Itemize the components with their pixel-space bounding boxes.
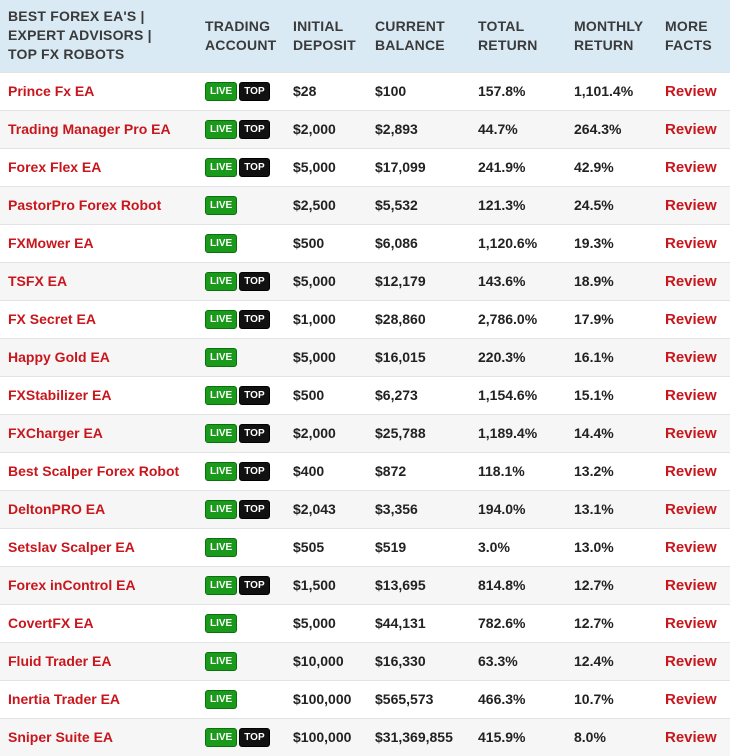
table-row <box>0 528 730 566</box>
trading-account-cell <box>197 148 285 186</box>
trading-account-cell <box>197 490 285 528</box>
initial-deposit-cell: $28 <box>293 83 317 99</box>
ea-name-link[interactable]: FXCharger EA <box>8 425 103 441</box>
live-badge: LIVE <box>205 196 237 215</box>
more-facts-cell <box>657 110 730 148</box>
ea-name-link[interactable]: Setslav Scalper EA <box>8 539 135 555</box>
initial-deposit-cell: $10,000 <box>293 653 344 669</box>
more-facts-cell <box>657 300 730 338</box>
current-balance-cell: $5,532 <box>375 197 418 213</box>
live-badge: LIVE <box>205 234 237 253</box>
table-body <box>0 72 730 756</box>
current-balance-cell: $872 <box>375 463 407 479</box>
review-link[interactable]: Review <box>665 538 717 556</box>
current-balance-cell: $16,330 <box>375 653 426 669</box>
review-link[interactable]: Review <box>665 424 717 442</box>
header-total-return: TOTAL RETURN <box>478 17 538 53</box>
monthly-return-cell: 14.4% <box>574 425 614 441</box>
ea-name-link[interactable]: Forex inControl EA <box>8 577 136 593</box>
current-balance-cell: $17,099 <box>375 159 426 175</box>
review-link[interactable]: Review <box>665 690 717 708</box>
trading-account-cell <box>197 642 285 680</box>
ea-name-link[interactable]: TSFX EA <box>8 273 68 289</box>
current-balance-cell: $6,273 <box>375 387 418 403</box>
table-row <box>0 376 730 414</box>
ea-name-cell <box>0 262 197 300</box>
review-link[interactable]: Review <box>665 348 717 366</box>
header-row <box>0 0 730 72</box>
monthly-return-cell: 8.0% <box>574 729 606 746</box>
top-badge: TOP <box>239 424 269 443</box>
total-return-cell: 121.3% <box>478 197 526 213</box>
header-trading-account: TRADING ACCOUNT <box>205 17 277 53</box>
total-return-cell: 814.8% <box>478 577 526 593</box>
total-return-cell: 1,154.6% <box>478 387 538 403</box>
current-balance-cell: $565,573 <box>375 691 434 707</box>
current-balance-cell: $16,015 <box>375 349 426 365</box>
table-row <box>0 414 730 452</box>
trading-account-cell <box>197 414 285 452</box>
top-badge: TOP <box>239 158 269 177</box>
total-return-cell: 157.8% <box>478 83 526 99</box>
initial-deposit-cell: $5,000 <box>293 615 336 631</box>
live-badge: LIVE <box>205 690 237 709</box>
more-facts-cell <box>657 566 730 604</box>
live-badge: LIVE <box>205 386 237 405</box>
more-facts-cell <box>657 680 730 718</box>
current-balance-cell: $3,356 <box>375 501 418 517</box>
ea-name-cell <box>0 566 197 604</box>
live-badge: LIVE <box>205 120 237 139</box>
ea-name-cell <box>0 642 197 680</box>
table-row <box>0 604 730 642</box>
total-return-cell: 2,786.0% <box>478 311 538 327</box>
monthly-return-cell: 1,101.4% <box>574 83 634 99</box>
initial-deposit-cell: $2,000 <box>293 121 336 137</box>
top-badge: TOP <box>239 500 269 519</box>
top-badge: TOP <box>239 386 269 405</box>
trading-account-cell <box>197 224 285 262</box>
table-row <box>0 566 730 604</box>
review-link[interactable]: Review <box>665 196 717 214</box>
initial-deposit-cell: $1,000 <box>293 311 336 327</box>
monthly-return-cell: 13.1% <box>574 501 614 517</box>
ea-name-link[interactable]: DeltonPRO EA <box>8 501 106 517</box>
ea-name-cell <box>0 680 197 718</box>
top-badge: TOP <box>239 272 269 291</box>
monthly-return-cell: 12.7% <box>574 577 614 593</box>
top-badge: TOP <box>239 576 269 595</box>
table-row <box>0 642 730 680</box>
total-return-cell: 44.7% <box>478 121 518 137</box>
table-row <box>0 680 730 718</box>
review-link[interactable]: Review <box>665 462 717 480</box>
ea-name-link[interactable]: CovertFX EA <box>8 615 94 631</box>
more-facts-cell <box>657 262 730 300</box>
ea-name-cell <box>0 452 197 490</box>
live-badge: LIVE <box>205 462 237 481</box>
more-facts-cell <box>657 414 730 452</box>
current-balance-cell: $25,788 <box>375 425 426 441</box>
header-ea-name: BEST FOREX EA'S | EXPERT ADVISORS | TOP FX ROBOTS <box>8 8 152 63</box>
total-return-cell: 3.0% <box>478 539 510 555</box>
total-return-cell: 118.1% <box>478 463 525 479</box>
review-link[interactable]: Review <box>665 82 717 100</box>
table-row <box>0 300 730 338</box>
review-link[interactable]: Review <box>665 310 717 328</box>
total-return-cell: 466.3% <box>478 691 526 707</box>
trading-account-cell <box>197 718 285 756</box>
current-balance-cell: $13,695 <box>375 577 426 593</box>
more-facts-cell <box>657 718 730 756</box>
monthly-return-cell: 264.3% <box>574 121 622 137</box>
monthly-return-cell: 13.0% <box>574 539 614 555</box>
review-link[interactable]: Review <box>665 272 717 290</box>
more-facts-cell <box>657 376 730 414</box>
live-badge: LIVE <box>205 310 237 329</box>
trading-account-cell <box>197 452 285 490</box>
ea-name-cell <box>0 110 197 148</box>
table-row <box>0 338 730 376</box>
current-balance-cell: $6,086 <box>375 235 418 251</box>
header-more-facts: MORE FACTS <box>665 17 712 53</box>
monthly-return-cell: 24.5% <box>574 197 614 213</box>
ea-name-cell <box>0 148 197 186</box>
current-balance-cell: $100 <box>375 83 407 99</box>
trading-account-cell <box>197 566 285 604</box>
monthly-return-cell: 15.1% <box>574 387 614 403</box>
monthly-return-cell: 16.1% <box>574 349 614 365</box>
ea-name-link[interactable]: Fluid Trader EA <box>8 653 112 669</box>
monthly-return-cell: 42.9% <box>574 159 614 175</box>
header-monthly-return: MONTHLY RETURN <box>574 17 644 53</box>
ea-name-cell <box>0 72 197 110</box>
top-badge: TOP <box>239 728 269 747</box>
initial-deposit-cell: $100,000 <box>293 691 352 707</box>
current-balance-cell: $12,179 <box>375 273 426 289</box>
ea-name-link[interactable]: Prince Fx EA <box>8 83 95 99</box>
ea-name-link[interactable]: FXStabilizer EA <box>8 387 112 403</box>
total-return-cell: 1,189.4% <box>478 425 538 441</box>
trading-account-cell <box>197 604 285 642</box>
live-badge: LIVE <box>205 158 237 177</box>
table-row <box>0 452 730 490</box>
initial-deposit-cell: $2,500 <box>293 197 336 213</box>
trading-account-cell <box>197 680 285 718</box>
initial-deposit-cell: $400 <box>293 463 325 479</box>
initial-deposit-cell: $500 <box>293 235 325 251</box>
current-balance-cell: $28,860 <box>375 311 426 327</box>
total-return-cell: 1,120.6% <box>478 235 538 251</box>
initial-deposit-cell: $500 <box>293 387 325 403</box>
ea-name-link[interactable]: FXMower EA <box>8 235 94 251</box>
total-return-cell: 194.0% <box>478 501 526 517</box>
trading-account-cell <box>197 110 285 148</box>
live-badge: LIVE <box>205 424 237 443</box>
initial-deposit-cell: $1,500 <box>293 577 336 593</box>
table-row <box>0 490 730 528</box>
review-link[interactable]: Review <box>665 234 717 252</box>
header-current-balance: CURRENT BALANCE <box>375 17 445 53</box>
live-badge: LIVE <box>205 348 237 367</box>
ea-name-link[interactable]: Forex Flex EA <box>8 159 102 175</box>
review-link[interactable]: Review <box>665 386 717 404</box>
more-facts-cell <box>657 452 730 490</box>
trading-account-cell <box>197 338 285 376</box>
table-row <box>0 186 730 224</box>
live-badge: LIVE <box>205 652 237 671</box>
initial-deposit-cell: $5,000 <box>293 349 336 365</box>
ea-name-cell <box>0 376 197 414</box>
table-row <box>0 262 730 300</box>
live-badge: LIVE <box>205 538 237 557</box>
total-return-cell: 220.3% <box>478 349 526 365</box>
table-row <box>0 148 730 186</box>
review-link[interactable]: Review <box>665 500 717 518</box>
more-facts-cell <box>657 224 730 262</box>
total-return-cell: 415.9% <box>478 729 526 746</box>
monthly-return-cell: 12.7% <box>574 615 614 631</box>
top-badge: TOP <box>239 120 269 139</box>
trading-account-cell <box>197 300 285 338</box>
ea-name-cell <box>0 186 197 224</box>
review-link[interactable]: Review <box>665 652 717 670</box>
table-row <box>0 718 730 756</box>
more-facts-cell <box>657 72 730 110</box>
current-balance-cell: $44,131 <box>375 615 426 631</box>
ea-name-cell <box>0 300 197 338</box>
ea-name-link[interactable]: Happy Gold EA <box>8 349 110 365</box>
ea-name-link[interactable]: Best Scalper Forex Robot <box>8 463 180 479</box>
more-facts-cell <box>657 528 730 566</box>
ea-name-cell <box>0 414 197 452</box>
ea-name-cell <box>0 604 197 642</box>
current-balance-cell: $31,369,855 <box>375 729 453 746</box>
live-badge: LIVE <box>205 576 237 595</box>
ea-name-link[interactable]: Trading Manager Pro EA <box>8 121 171 137</box>
review-link[interactable]: Review <box>665 158 717 176</box>
review-link[interactable]: Review <box>665 120 717 138</box>
review-link[interactable]: Review <box>665 614 717 632</box>
more-facts-cell <box>657 148 730 186</box>
total-return-cell: 63.3% <box>478 653 518 669</box>
live-badge: LIVE <box>205 500 237 519</box>
current-balance-cell: $519 <box>375 539 407 555</box>
table-row <box>0 224 730 262</box>
table-row <box>0 72 730 110</box>
more-facts-cell <box>657 490 730 528</box>
initial-deposit-cell: $100,000 <box>293 729 352 746</box>
ea-name-cell <box>0 338 197 376</box>
more-facts-cell <box>657 338 730 376</box>
ea-name-link[interactable]: FX Secret EA <box>8 311 96 327</box>
top-badge: TOP <box>239 82 269 101</box>
live-badge: LIVE <box>205 82 237 101</box>
live-badge: LIVE <box>205 272 237 291</box>
ea-name-cell <box>0 490 197 528</box>
current-balance-cell: $2,893 <box>375 121 418 137</box>
top-badge: TOP <box>239 310 269 329</box>
review-link[interactable]: Review <box>665 728 717 746</box>
total-return-cell: 241.9% <box>478 159 526 175</box>
ea-name-link[interactable]: Inertia Trader EA <box>8 691 121 707</box>
initial-deposit-cell: $505 <box>293 539 325 555</box>
more-facts-cell <box>657 642 730 680</box>
table-row <box>0 110 730 148</box>
ea-name-link[interactable]: PastorPro Forex Robot <box>8 197 162 213</box>
initial-deposit-cell: $2,000 <box>293 425 336 441</box>
ea-name-cell <box>0 224 197 262</box>
more-facts-cell <box>657 186 730 224</box>
monthly-return-cell: 13.2% <box>574 463 614 479</box>
total-return-cell: 143.6% <box>478 273 526 289</box>
monthly-return-cell: 10.7% <box>574 691 614 707</box>
trading-account-cell <box>197 528 285 566</box>
total-return-cell: 782.6% <box>478 615 526 631</box>
monthly-return-cell: 17.9% <box>574 311 614 327</box>
trading-account-cell <box>197 262 285 300</box>
trading-account-cell <box>197 186 285 224</box>
initial-deposit-cell: $5,000 <box>293 159 336 175</box>
more-facts-cell <box>657 604 730 642</box>
monthly-return-cell: 12.4% <box>574 653 614 669</box>
live-badge: LIVE <box>205 614 237 633</box>
trading-account-cell <box>197 376 285 414</box>
ea-name-link[interactable]: Sniper Suite EA <box>8 729 114 746</box>
trading-account-cell <box>197 72 285 110</box>
initial-deposit-cell: $5,000 <box>293 273 336 289</box>
initial-deposit-cell: $2,043 <box>293 501 336 517</box>
ea-name-cell <box>0 718 197 756</box>
ea-name-cell <box>0 528 197 566</box>
top-badge: TOP <box>239 462 269 481</box>
review-link[interactable]: Review <box>665 576 717 594</box>
monthly-return-cell: 18.9% <box>574 273 614 289</box>
monthly-return-cell: 19.3% <box>574 235 614 251</box>
header-initial-deposit: INITIAL DEPOSIT <box>293 17 356 53</box>
live-badge: LIVE <box>205 728 237 747</box>
table-header <box>0 0 730 72</box>
